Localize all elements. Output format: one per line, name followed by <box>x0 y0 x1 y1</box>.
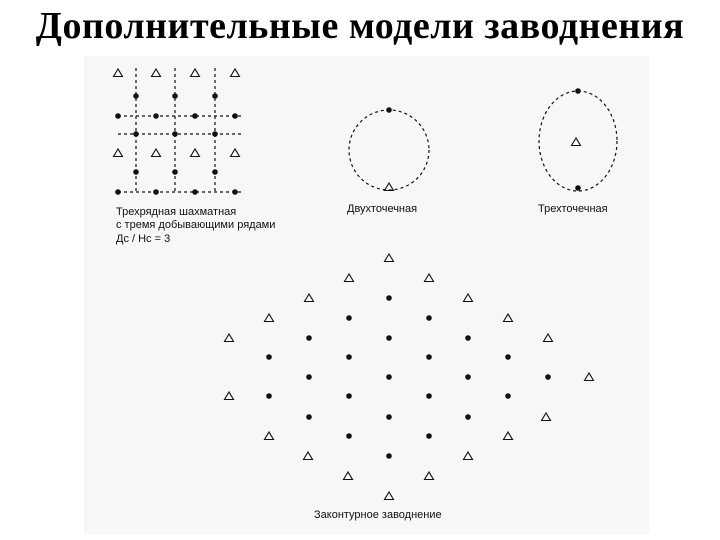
production-well-dot-icon <box>386 335 392 341</box>
production-well-dot-icon <box>232 189 238 195</box>
production-well-dot-icon <box>575 185 581 191</box>
injection-well-triangle-icon <box>191 149 200 157</box>
injection-well-triangle-icon <box>114 149 123 157</box>
production-well-dot-icon <box>505 393 511 399</box>
production-well-dot-icon <box>426 393 432 399</box>
production-well-dot-icon <box>505 354 511 360</box>
injection-well-triangle-icon <box>304 452 313 460</box>
production-well-dot-icon <box>426 315 432 321</box>
production-well-dot-icon <box>306 414 312 420</box>
injection-well-triangle-icon <box>385 492 394 500</box>
injection-well-triangle-icon <box>425 274 434 282</box>
production-well-dot-icon <box>192 113 198 119</box>
production-well-dot-icon <box>306 335 312 341</box>
production-well-dot-icon <box>133 93 139 99</box>
injection-well-triangle-icon <box>425 472 434 480</box>
peripheral-pattern <box>225 254 594 500</box>
diagrams-svg <box>84 56 649 534</box>
injection-well-triangle-icon <box>544 334 553 342</box>
three-row-label-3: Дс / Нс = 3 <box>116 233 171 245</box>
three-point-pattern <box>572 88 581 191</box>
production-well-dot-icon <box>386 295 392 301</box>
production-well-dot-icon <box>172 93 178 99</box>
production-well-dot-icon <box>212 93 218 99</box>
production-well-dot-icon <box>346 433 352 439</box>
two-point-contour <box>349 110 429 190</box>
production-well-dot-icon <box>266 354 272 360</box>
production-well-dot-icon <box>153 189 159 195</box>
production-well-dot-icon <box>575 88 581 94</box>
injection-well-triangle-icon <box>191 69 200 77</box>
injection-well-triangle-icon <box>464 294 473 302</box>
injection-well-triangle-icon <box>231 149 240 157</box>
injection-well-triangle-icon <box>152 149 161 157</box>
peripheral-label: Законтурное заводнение <box>314 509 442 521</box>
production-well-dot-icon <box>346 393 352 399</box>
production-well-dot-icon <box>266 393 272 399</box>
injection-well-triangle-icon <box>345 274 354 282</box>
production-well-dot-icon <box>192 189 198 195</box>
injection-well-triangle-icon <box>504 432 513 440</box>
two-point-pattern <box>385 107 394 190</box>
production-well-dot-icon <box>306 374 312 380</box>
production-well-dot-icon <box>133 169 139 175</box>
injection-well-triangle-icon <box>265 314 274 322</box>
injection-well-triangle-icon <box>152 69 161 77</box>
production-well-dot-icon <box>465 414 471 420</box>
production-well-dot-icon <box>153 113 159 119</box>
production-well-dot-icon <box>133 131 139 137</box>
production-well-dot-icon <box>346 354 352 360</box>
injection-well-triangle-icon <box>572 138 581 146</box>
injection-well-triangle-icon <box>265 432 274 440</box>
injection-well-triangle-icon <box>542 413 551 421</box>
page-title: Дополнительные модели заводнения <box>35 5 685 47</box>
injection-well-triangle-icon <box>585 373 594 381</box>
production-well-dot-icon <box>212 169 218 175</box>
injection-well-triangle-icon <box>344 472 353 480</box>
production-well-dot-icon <box>545 374 551 380</box>
injection-well-triangle-icon <box>385 183 394 191</box>
production-well-dot-icon <box>426 433 432 439</box>
injection-well-triangle-icon <box>305 294 314 302</box>
injection-well-triangle-icon <box>464 452 473 460</box>
production-well-dot-icon <box>232 113 238 119</box>
injection-well-triangle-icon <box>231 69 240 77</box>
production-well-dot-icon <box>386 453 392 459</box>
injection-well-triangle-icon <box>385 254 394 262</box>
production-well-dot-icon <box>172 131 178 137</box>
injection-well-triangle-icon <box>225 334 234 342</box>
production-well-dot-icon <box>115 189 121 195</box>
injection-well-triangle-icon <box>504 314 513 322</box>
production-well-dot-icon <box>426 354 432 360</box>
production-well-dot-icon <box>465 335 471 341</box>
injection-well-triangle-icon <box>225 392 234 400</box>
diagram-panel <box>84 56 649 534</box>
production-well-dot-icon <box>346 315 352 321</box>
injection-well-triangle-icon <box>114 69 123 77</box>
production-well-dot-icon <box>386 414 392 420</box>
production-well-dot-icon <box>172 169 178 175</box>
production-well-dot-icon <box>386 107 392 113</box>
production-well-dot-icon <box>386 374 392 380</box>
two-point-label: Двухточечная <box>347 203 418 215</box>
three-row-label-2: с тремя добывающими рядами <box>116 219 276 231</box>
production-well-dot-icon <box>115 113 121 119</box>
three-row-pattern <box>114 68 245 195</box>
three-row-label-1: Трехрядная шахматная <box>116 206 237 218</box>
production-well-dot-icon <box>465 374 471 380</box>
three-point-label: Трехточечная <box>538 203 608 215</box>
production-well-dot-icon <box>212 131 218 137</box>
